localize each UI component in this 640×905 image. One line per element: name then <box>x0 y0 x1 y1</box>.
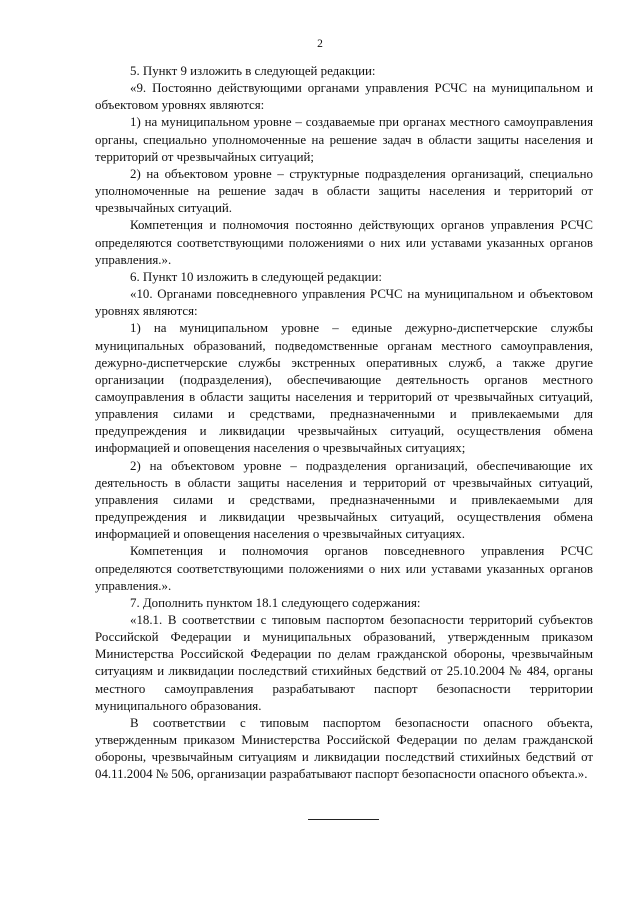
closing-rule <box>308 819 379 820</box>
page-number: 2 <box>317 38 323 50</box>
paragraph-point-9-competence: Компетенция и полномочия постоянно действующих органов управления РСЧС определяются соответствующими положениями о них или уставами указанных органов управления.». <box>95 218 593 267</box>
paragraph-item-6-heading: 6. Пункт 10 изложить в следующей редакции: <box>130 269 382 284</box>
paragraph-point-9-municipal: 1) на муниципальном уровне – создаваемые при органах местного самоуправления органы, специально уполномоченные на решение задач в области защиты населения и территорий от чрезвычайных ситуаций; <box>95 115 593 164</box>
paragraph-point-18-1-territory: «18.1. В соответствии с типовым паспортом безопасности территорий субъектов Российской Федерации и муниципальных образований, утвержденным приказом Министерства Российской Федерации по делам гражданской обороны, чрезвычайным ситуациям и ликвидации последствий стихийных бедствий от 25.10.2004 № 484, органы местного самоуправления разрабатывают паспорт безопасности территории муниципального образования. <box>95 613 593 713</box>
paragraph-point-10-municipal: 1) на муниципальном уровне – единые дежурно-диспетчерские службы муниципальных образований, подведомственные органам местного самоуправления, дежурно-диспетчерские службы экстренных оперативных служб, а также другие организации (подразделения), обеспечивающие деятельность органов местного самоуправления в области защиты населения и территорий от чрезвычайных ситуаций, управления силами и средствами, предназначенными и привлекаемыми для предупреждения и ликвидации чрезвычайных ситуаций, осуществления обмена информацией и оповещения населения о чрезвычайных ситуациях; <box>95 321 593 456</box>
paragraph-point-10-object: 2) на объектовом уровне – подразделения организаций, обеспечивающие их деятельность в области защиты населения и территорий от чрезвычайных ситуаций, управления силами и средствами, предназначенными и привлекаемыми для предупреждения и ликвидации чрезвычайных ситуаций, осуществления обмена информацией и оповещения населения о чрезвычайных ситуациях. <box>95 458 593 542</box>
paragraph-point-9-intro: «9. Постоянно действующими органами управления РСЧС на муниципальном и объектовом уровнях являются: <box>95 81 593 113</box>
paragraph-point-10-competence: Компетенция и полномочия органов повседневного управления РСЧС определяются соответствующими положениями о них или уставами указанных органов управления.». <box>95 544 593 593</box>
paragraph-point-18-1-object: В соответствии с типовым паспортом безопасности опасного объекта, утвержденным приказом Министерства Российской Федерации по делам гражданской обороны, чрезвычайным ситуациям и ликвидации последствий стихийных бедствий от 04.11.2004 № 506, организации разрабатывают паспорт безопасности опасного объекта.». <box>95 715 593 782</box>
document-body <box>95 63 593 784</box>
paragraph-point-9-object: 2) на объектовом уровне – структурные подразделения организаций, специально уполномоченные на решение задач в области защиты населения и территорий от чрезвычайных ситуаций. <box>95 166 593 216</box>
paragraph-item-7-heading: 7. Дополнить пунктом 18.1 следующего содержания: <box>130 595 421 610</box>
paragraph-item-5-heading: 5. Пункт 9 изложить в следующей редакции: <box>130 64 376 78</box>
paragraph-point-10-intro: «10. Органами повседневного управления РСЧС на муниципальном и объектовом уровнях являются: <box>95 287 593 319</box>
